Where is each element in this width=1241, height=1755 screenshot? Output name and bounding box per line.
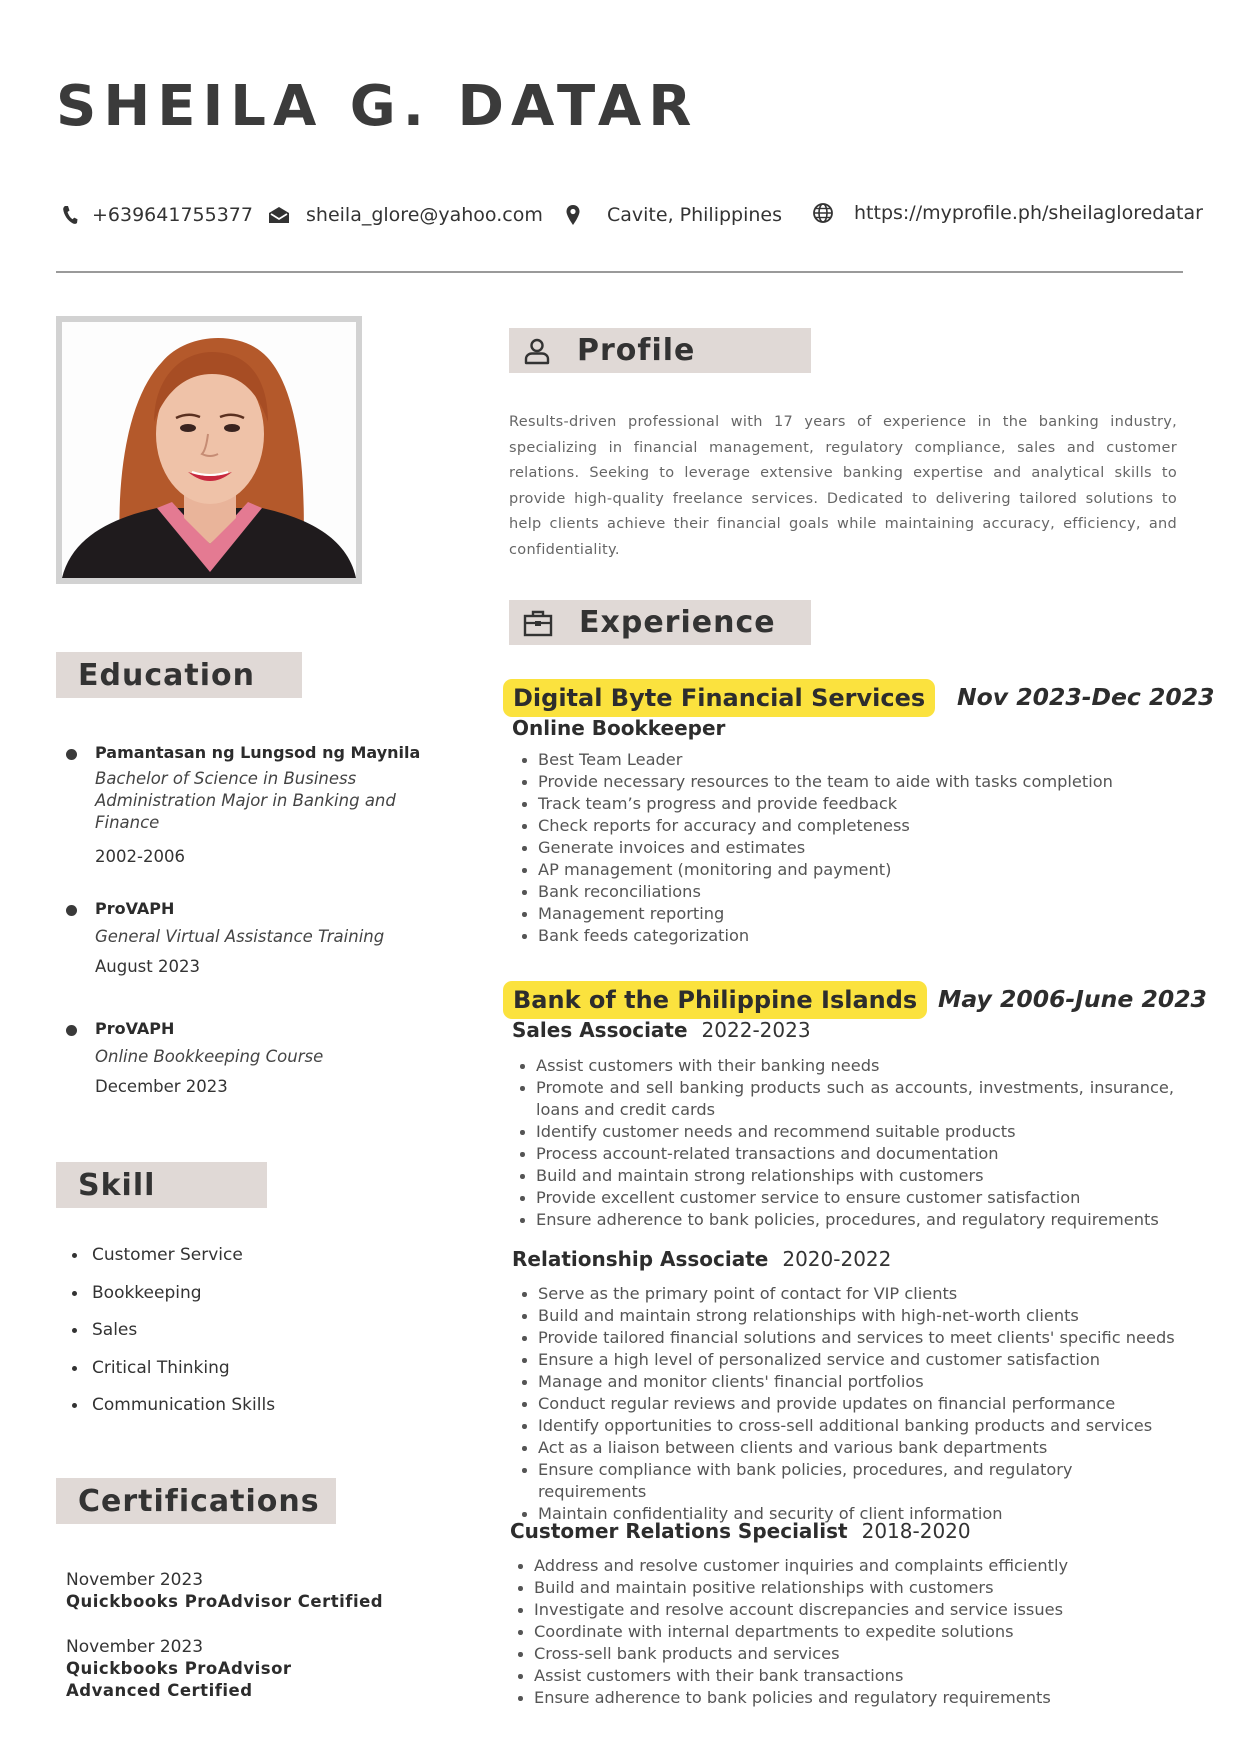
job-role bbox=[512, 1018, 811, 1042]
profile-photo bbox=[62, 322, 356, 578]
experience-heading bbox=[509, 600, 811, 645]
duty-item: Maintain confidentiality and security of client information bbox=[516, 1503, 1181, 1525]
duty-item: Identify opportunities to cross-sell additional banking products and services bbox=[516, 1415, 1181, 1437]
duty-item: Provide excellent customer service to ensure customer satisfaction bbox=[514, 1187, 1174, 1209]
certifications-heading bbox=[56, 1478, 336, 1524]
briefcase-icon bbox=[523, 609, 553, 637]
duty-item: Provide tailored financial solutions and services to meet clients' specific needs bbox=[516, 1327, 1181, 1349]
role-title: Sales Associate bbox=[512, 1018, 688, 1042]
duty-item: Build and maintain strong relationships with high-net-worth clients bbox=[516, 1305, 1181, 1327]
bullet-dot bbox=[66, 1025, 77, 1036]
education-heading bbox=[56, 652, 302, 698]
education-year: 2002-2006 bbox=[95, 847, 185, 866]
phone-icon bbox=[62, 205, 78, 225]
certification-title: Quickbooks ProAdvisor Advanced Certified bbox=[66, 1659, 292, 1700]
education-institution: ProVAPH bbox=[95, 1019, 175, 1038]
certifications-heading-text: Certifications bbox=[78, 1483, 320, 1519]
job-period-2: May 2006-June 2023 bbox=[938, 985, 1207, 1013]
bullet-dot bbox=[66, 749, 77, 760]
duty-item: Ensure a high level of personalized service and customer satisfaction bbox=[516, 1349, 1181, 1371]
skill-item: Customer Service bbox=[72, 1244, 275, 1282]
envelope-icon bbox=[268, 206, 290, 224]
duty-item: Build and maintain positive relationships with customers bbox=[512, 1577, 1172, 1599]
contact-website bbox=[812, 202, 1203, 224]
contact-phone bbox=[62, 204, 253, 226]
duty-item: Bank feeds categorization bbox=[516, 925, 1176, 947]
education-program: General Virtual Assistance Training bbox=[95, 927, 385, 946]
duty-item: Promote and sell banking products such as accounts, investments, insurance, loans and credit cards bbox=[514, 1077, 1174, 1121]
certification-entry-1 bbox=[66, 1570, 406, 1613]
profile-summary: Results-driven professional with 17 years of experience in the banking industry, specializing in financial management, regulatory compliance, sales and customer relations. Seeking to leverage extensive banking expertise and analytical skills to provide high-quality freelance services. Dedicated to delivering tailored solutions to help clients achieve their financial goals while maintaining accuracy, efficiency, and confidentiality. bbox=[509, 414, 1177, 558]
education-program: Online Bookkeeping Course bbox=[95, 1047, 324, 1066]
role-duties-relationship-associate bbox=[516, 1283, 1181, 1525]
duty-item: Process account-related transactions and documentation bbox=[514, 1143, 1174, 1165]
duty-item: Best Team Leader bbox=[516, 749, 1176, 771]
education-entry-2 bbox=[66, 898, 426, 978]
certification-entry-2 bbox=[66, 1637, 306, 1702]
job-role bbox=[512, 716, 725, 740]
duty-item: Build and maintain strong relationships with customers bbox=[514, 1165, 1174, 1187]
profile-heading-text: Profile bbox=[577, 333, 696, 368]
phone-number: +639641755377 bbox=[92, 204, 253, 226]
education-entry-1 bbox=[66, 742, 426, 868]
education-year: December 2023 bbox=[95, 1077, 228, 1096]
duty-item: Assist customers with their bank transactions bbox=[512, 1665, 1172, 1687]
skill-item: Communication Skills bbox=[72, 1394, 275, 1432]
duty-item: Bank reconciliations bbox=[516, 881, 1176, 903]
duty-item: Identify customer needs and recommend suitable products bbox=[514, 1121, 1174, 1143]
job-role bbox=[512, 1247, 891, 1271]
job-role bbox=[510, 1519, 971, 1543]
role-years: 2022-2023 bbox=[701, 1018, 811, 1042]
duty-item: Investigate and resolve account discrepancies and service issues bbox=[512, 1599, 1172, 1621]
education-year: August 2023 bbox=[95, 957, 200, 976]
role-title: Customer Relations Specialist bbox=[510, 1519, 848, 1543]
duty-item: Coordinate with internal departments to expedite solutions bbox=[512, 1621, 1172, 1643]
profile-heading bbox=[509, 328, 811, 373]
profile-photo-frame bbox=[56, 316, 362, 584]
duty-item: Address and resolve customer inquiries and complaints efficiently bbox=[512, 1555, 1172, 1577]
contact-email bbox=[268, 204, 543, 226]
role-duties-sales-associate bbox=[514, 1055, 1174, 1231]
duty-item: Ensure adherence to bank policies, procedures, and regulatory requirements bbox=[514, 1209, 1174, 1231]
email-address: sheila_glore@yahoo.com bbox=[306, 204, 543, 226]
role-years: 2020-2022 bbox=[782, 1247, 892, 1271]
location-text: Cavite, Philippines bbox=[607, 204, 783, 226]
website-link[interactable]: https://myprofile.ph/sheilagloredatar bbox=[854, 202, 1203, 224]
role-title: Relationship Associate bbox=[512, 1247, 769, 1271]
duty-item: Track team’s progress and provide feedback bbox=[516, 793, 1176, 815]
duty-item: Management reporting bbox=[516, 903, 1176, 925]
job1-duties bbox=[516, 749, 1176, 947]
education-program: Bachelor of Science in Business Administration Major in Banking and Finance bbox=[95, 769, 396, 832]
company-name-1: Digital Byte Financial Services bbox=[503, 679, 935, 717]
duty-item: Conduct regular reviews and provide updates on financial performance bbox=[516, 1393, 1181, 1415]
role-title: Online Bookkeeper bbox=[512, 716, 726, 740]
certification-date: November 2023 bbox=[66, 1570, 204, 1590]
skill-heading-text: Skill bbox=[78, 1167, 156, 1203]
skills-list bbox=[72, 1244, 275, 1432]
duty-item: Generate invoices and estimates bbox=[516, 837, 1176, 859]
duty-item: AP management (monitoring and payment) bbox=[516, 859, 1176, 881]
bullet-dot bbox=[66, 905, 77, 916]
certification-title: Quickbooks ProAdvisor Certified bbox=[66, 1592, 384, 1611]
role-years: 2018-2020 bbox=[861, 1519, 971, 1543]
location-pin-icon bbox=[565, 204, 581, 226]
skill-item: Sales bbox=[72, 1319, 275, 1357]
duty-item: Check reports for accuracy and completeness bbox=[516, 815, 1176, 837]
skill-item: Critical Thinking bbox=[72, 1357, 275, 1395]
skill-heading bbox=[56, 1162, 267, 1208]
skill-item: Bookkeeping bbox=[72, 1282, 275, 1320]
duty-item: Act as a liaison between clients and various bank departments bbox=[516, 1437, 1181, 1459]
resume-name: SHEILA G. DATAR bbox=[56, 74, 699, 139]
duty-item: Provide necessary resources to the team to aide with tasks completion bbox=[516, 771, 1176, 793]
globe-icon bbox=[812, 202, 834, 224]
certification-date: November 2023 bbox=[66, 1637, 204, 1657]
role-duties-customer-relations-specialist bbox=[512, 1555, 1172, 1709]
experience-heading-text: Experience bbox=[579, 605, 776, 640]
company-name-2: Bank of the Philippine Islands bbox=[503, 981, 927, 1019]
education-institution: Pamantasan ng Lungsod ng Maynila bbox=[95, 743, 421, 762]
duty-item: Cross-sell bank products and services bbox=[512, 1643, 1172, 1665]
education-entry-3 bbox=[66, 1018, 426, 1098]
duty-item: Ensure compliance with bank policies, procedures, and regulatory requirements bbox=[516, 1459, 1181, 1503]
contact-location bbox=[565, 204, 782, 226]
duty-item: Serve as the primary point of contact for VIP clients bbox=[516, 1283, 1181, 1305]
header-divider bbox=[56, 271, 1183, 273]
duty-item: Manage and monitor clients' financial portfolios bbox=[516, 1371, 1181, 1393]
duty-item: Assist customers with their banking needs bbox=[514, 1055, 1174, 1077]
person-icon bbox=[523, 337, 551, 365]
job-period-1: Nov 2023-Dec 2023 bbox=[957, 683, 1215, 711]
education-institution: ProVAPH bbox=[95, 899, 175, 918]
education-heading-text: Education bbox=[78, 657, 255, 693]
duty-item: Ensure adherence to bank policies and regulatory requirements bbox=[512, 1687, 1172, 1709]
